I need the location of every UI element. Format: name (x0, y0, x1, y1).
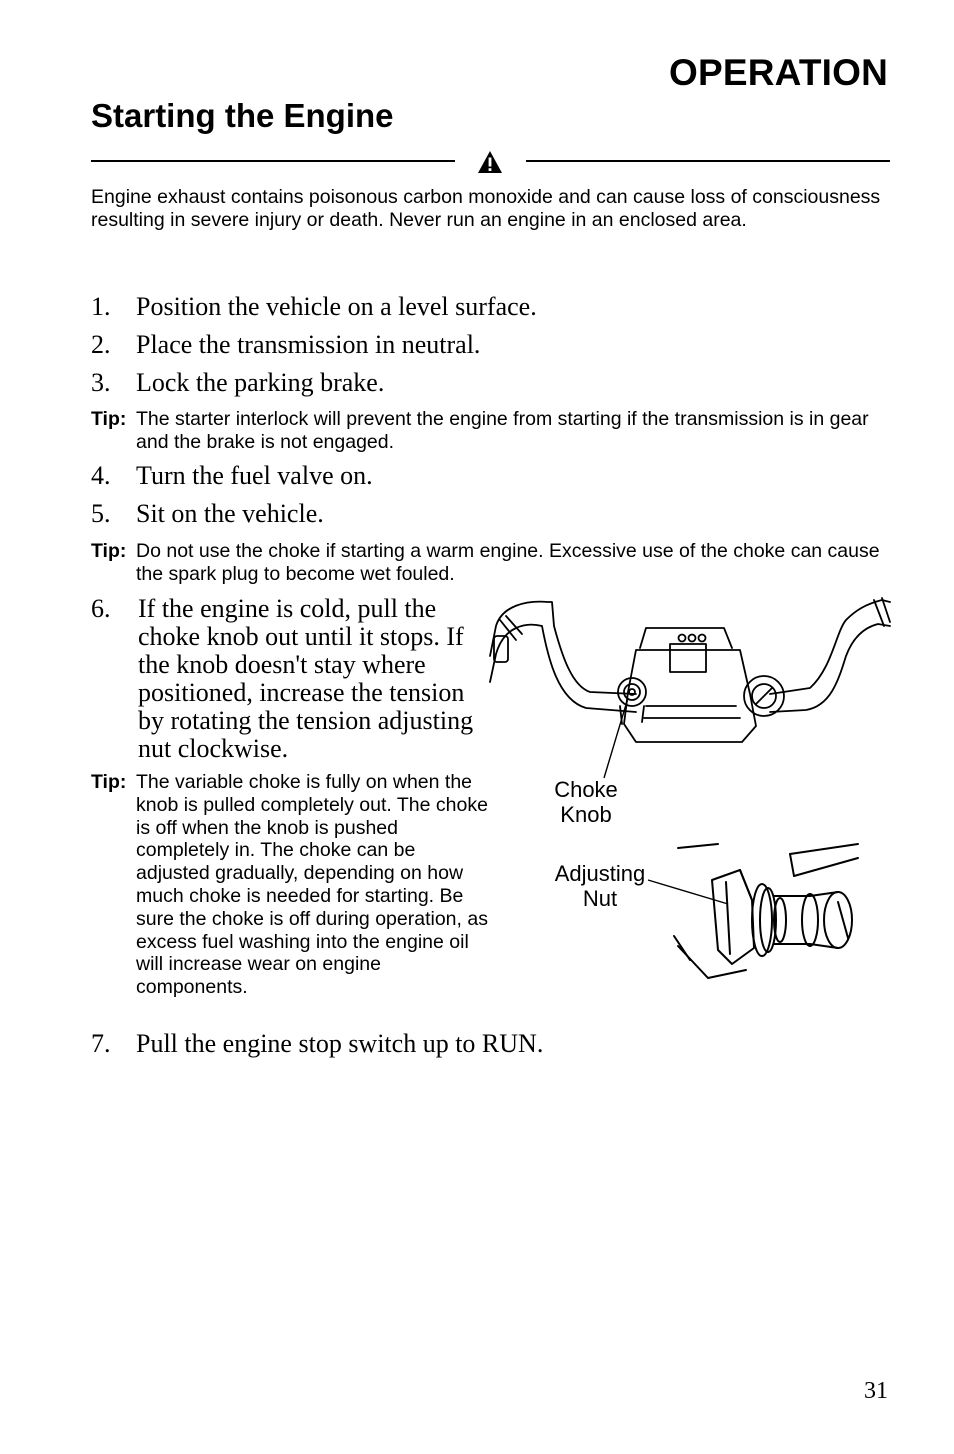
step-number: 6. (91, 594, 111, 623)
warning-text: Engine exhaust contains poisonous carbon monoxide and can cause loss of consciousness resulting in severe injury or death. Never run an engine in an enclosed area. (91, 186, 881, 231)
tip-label: Tip: (91, 540, 127, 562)
page-number: 31 (864, 1378, 888, 1404)
warning-triangle-icon (477, 150, 503, 174)
page-heading: Starting the Engine (91, 97, 394, 134)
step-item (91, 369, 384, 397)
step-number: 2. (91, 330, 111, 359)
adjusting-nut-illustration (670, 840, 862, 984)
tip-text: The starter interlock will prevent the engine from starting if the transmission is in gear and the brake is not engaged. (136, 408, 869, 453)
adjusting-label-line2: Nut (582, 886, 618, 911)
tip-text: The variable choke is fully on when the knob is pulled completely out. The choke is off when the knob is pushed completely in. The choke can be adjusted gradually, depending on how much choke is needed for starting. Be sure the choke is off during operation, as excess fuel washing into the engine oil will increase wear on engine components. (136, 771, 488, 999)
warning-rule-left (91, 160, 455, 162)
tip-note (91, 771, 491, 999)
tip-note (91, 408, 891, 453)
step-item (91, 293, 537, 321)
choke-label-line2: Knob (560, 802, 612, 827)
choke-knob-label (540, 777, 632, 827)
step-item (91, 462, 373, 490)
adjusting-label-line1: Adjusting (554, 861, 646, 886)
step-text: If the engine is cold, pull the choke knob out until it stops. If the knob doesn't stay where positioned, increase the tension by rotating the tension adjusting nut clockwise. (138, 594, 474, 763)
adjusting-nut-label (540, 861, 660, 911)
step-number: 1. (91, 292, 111, 321)
tip-text: Do not use the choke if starting a warm engine. Excessive use of the choke can cause the spark plug to become wet fouled. (136, 540, 880, 585)
handlebar-illustration (486, 596, 892, 756)
step-number: 4. (91, 461, 111, 490)
tip-label: Tip: (91, 408, 127, 430)
step-number: 3. (91, 368, 111, 397)
step-item (91, 595, 491, 763)
step-item (91, 500, 324, 528)
tip-note (91, 540, 891, 585)
warning-rule-right (526, 160, 890, 162)
step-text: Pull the engine stop switch up to RUN. (136, 1029, 544, 1058)
step-text: Sit on the vehicle. (136, 499, 324, 528)
choke-label-line1: Choke (554, 777, 618, 802)
step-text: Place the transmission in neutral. (136, 330, 481, 359)
step-item (91, 331, 480, 359)
step-text: Position the vehicle on a level surface. (136, 292, 537, 321)
step-item (91, 1030, 543, 1058)
step-number: 5. (91, 499, 111, 528)
step-text: Lock the parking brake. (136, 368, 385, 397)
tip-label: Tip: (91, 771, 127, 793)
section-title: OPERATION (668, 52, 888, 93)
step-number: 7. (91, 1029, 111, 1058)
step-text: Turn the fuel valve on. (136, 461, 373, 490)
